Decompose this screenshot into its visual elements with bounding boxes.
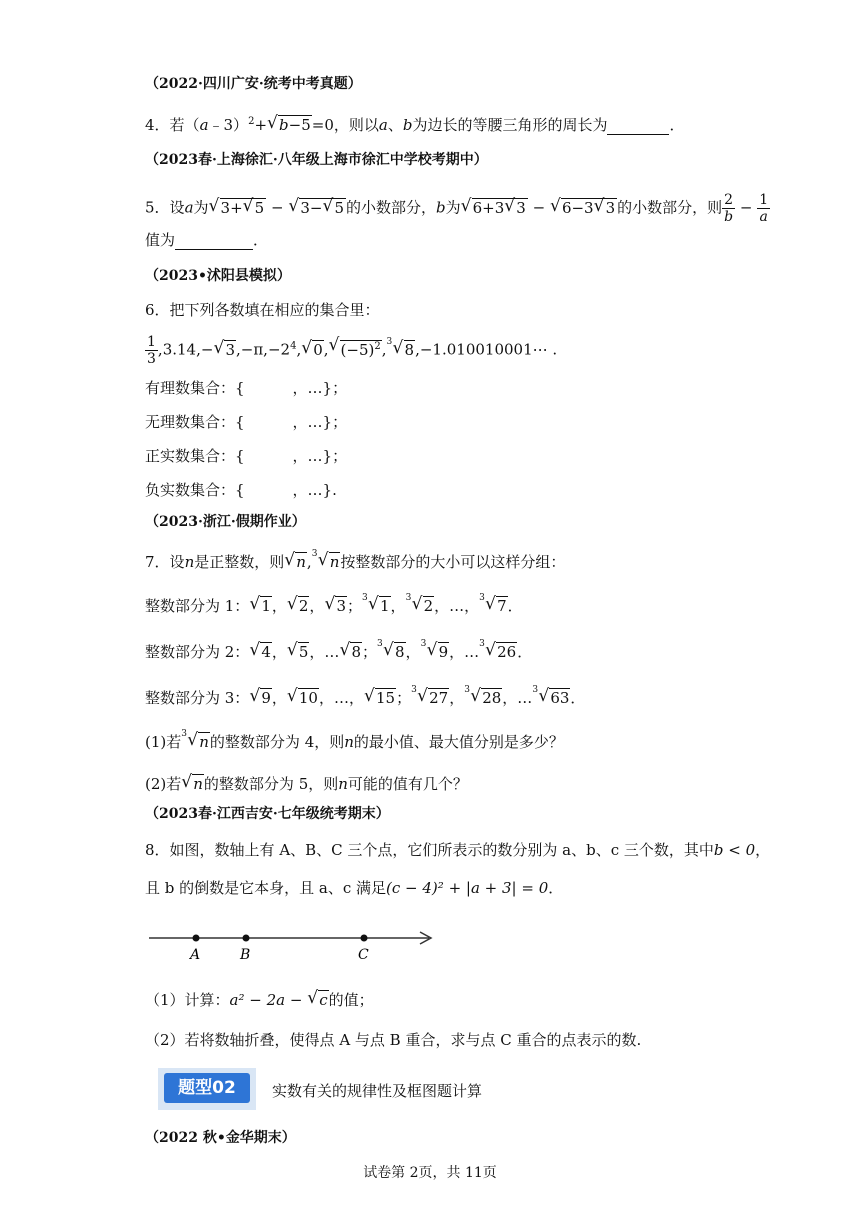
point-c	[361, 935, 368, 942]
point-a	[193, 935, 200, 942]
q6-set-rational: 有理数集合：{ ，…}；	[145, 379, 348, 397]
label-b: B	[240, 947, 251, 963]
q7-sub1: (1)若 3 √ n的整数部分为 4，则n的最小值、最大值分别是多少？	[145, 732, 564, 752]
q6-number-list: $\frac{1}{3}$ ,3.14,−√ $3,-\pi,-2^4,√$ 0,√ $(-5)^2$, 3 √ 8,−1.010010001⋯ .	[145, 334, 557, 367]
q8-source: （2023春·江西吉安·七年级统考期末）	[145, 806, 390, 822]
q7-group-3: 整数部分为 3：√ 9，√ 10，…，√ 15； 3 √ 27， 3 √ 28，… 3 √ 63．	[145, 688, 585, 708]
section-badge	[158, 1068, 256, 1110]
q7-sub2: (2)若√ n的整数部分为 5，则n可能的值有几个？	[145, 774, 468, 794]
q6-set-irrational: 无理数集合：{ ，…}；	[145, 413, 348, 431]
q7-text: 7．设n是正整数，则√ n, 3 √ n按整数部分的大小可以这样分组：	[145, 552, 565, 572]
q4-source: （2022·四川广安·统考中考真题）	[145, 76, 362, 92]
q6-set-positive: 正实数集合：{ ，…}；	[145, 447, 348, 465]
section-badge-label: 题型02	[164, 1073, 250, 1103]
q7-group-2: 整数部分为 2：√ 4，√ 5，…√ 8； 3 √ 8， 3 √ 9，… 3 √ 26．	[145, 642, 532, 662]
q5-text: 5．设a为√ 3+√ 5 − √ 3−√ 5 的小数部分，b为√ 6+3√ 3 − √ 6−3√ 3 的小数部分，则 $\frac{2}{b}$ − $\frac{1}{a}$	[145, 192, 770, 225]
q4-answer-blank[interactable]	[607, 120, 669, 135]
label-a: A	[190, 947, 201, 963]
q6-set-negative: 负实数集合：{ ，…}.	[145, 481, 337, 499]
page-footer: 试卷第 2页，共 11页	[363, 1165, 497, 1181]
q4-text: 4．若（a﹣3）$^2$+√ b−5=0，则以a、b为边长的等腰三角形的周长为 ．	[145, 112, 684, 135]
section-title: 实数有关的规律性及框图题计算	[272, 1082, 483, 1100]
q8-line2: 且 b 的倒数是它本身，且 a、c 满足(c − 4)² + |a + 3| = 0．	[145, 879, 564, 897]
q8-sub2: （2）若将数轴折叠，使得点 A 与点 B 重合，求与点 C 重合的点表示的数.	[145, 1031, 642, 1049]
q7-source: （2023·浙江·假期作业）	[145, 514, 306, 530]
number-line-figure	[145, 920, 445, 970]
q5-source: （2023春·上海徐汇·八年级上海市徐汇中学校考期中）	[145, 152, 488, 168]
q7-group-1: 整数部分为 1：√ 1，√ 2，√ 3； 3 √ 1， 3 √ 2，…， 3 √ 7．	[145, 596, 523, 616]
q6-source: （2023•沭阳县模拟）	[145, 268, 291, 284]
point-b	[243, 935, 250, 942]
q8-sub1: （1）计算：a² − 2a − √ c的值；	[145, 990, 374, 1010]
q5-line2: 值为 ．	[145, 231, 269, 249]
next-source: （2022 秋•金华期末）	[145, 1130, 296, 1146]
label-c: C	[358, 947, 369, 963]
q5-answer-blank[interactable]	[175, 235, 253, 250]
q6-text: 6．把下列各数填在相应的集合里：	[145, 301, 380, 319]
q8-line1: 8．如图，数轴上有 A、B、C 三个点，它们所表示的数分别为 a、b、c 三个数，其中b < 0，	[145, 841, 771, 859]
